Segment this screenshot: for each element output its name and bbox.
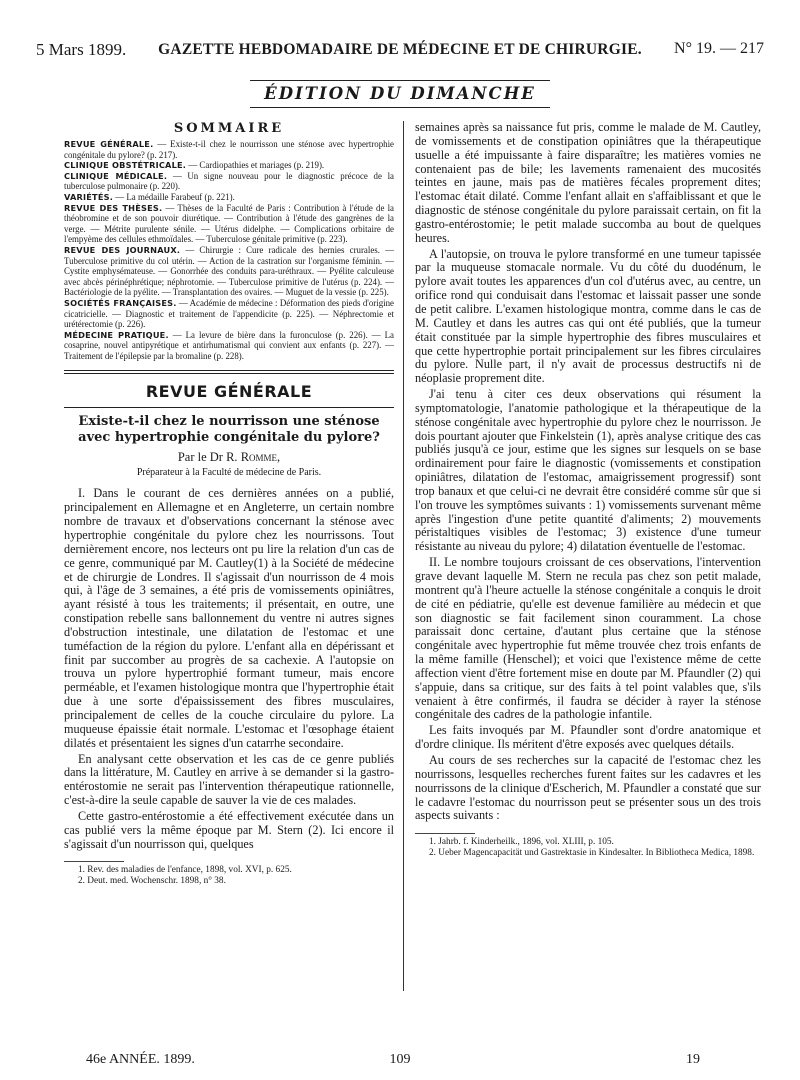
section-divider [64, 407, 394, 408]
paragraph: II. Le nombre toujours croissant de ces observations, l'intervention grave devant laquelle M. Stern ne recula pas chez son petit malade, montrent qu'à l'heure actuelle la sténose congénitale a conquis le droit de cité en pédiatrie, qu'elle est devenue familière au médecin et que son diagnostic se fait facilement sinon couramment. La chose paraissait donc certaine, d'autant plus certaine que la sténose congénitale avec hypertrophie fut même trouvée chez trois enfants de la même famille (Henschel); et voici que l'existence même de cette affection vient d'être fortement mise en doute par M. Pfaundler (2) qui s'appuie, dans sa critique, sur des faits à tel point valables que, s'ils venaient à être confirmés, il faudra se décider à rayer la sténose congénitale des cadres de la pathologie infantile. [415, 555, 761, 722]
paragraph: Les faits invoqués par M. Pfaundler sont d'ordre anatomique et d'ordre clinique. Ils méritent d'être exposés avec quelques détails. [415, 723, 761, 752]
sommaire-entry [64, 203, 394, 245]
left-column [64, 121, 394, 887]
sommaire-entry [64, 330, 394, 362]
footnote: 1. Jahrb. f. Kinderheilk., 1896, vol. XLIII, p. 105. [429, 837, 614, 848]
byline-author: Romme, [240, 450, 281, 465]
page-number: N° 19. — 217 [674, 40, 764, 57]
section-divider [64, 373, 394, 374]
sommaire-heading: SOCIÉTÉS FRANÇAISES. [64, 297, 177, 308]
sommaire-text: — Un signe nouveau pour le diagnostic précoce de la tuberculose pulmonaire (p. 220). [64, 170, 395, 192]
sommaire-entry [64, 139, 394, 160]
byline-prefix: Par le Dr R. [177, 450, 241, 465]
section-title: REVUE GÉNÉRALE [145, 382, 313, 402]
article-title: Existe-t-il chez le nourrisson une sténose avec hypertrophie congénitale du pylore? [78, 414, 380, 446]
sommaire-text: — Chirurgie : Cure radicale des hernies crurales. — Tuberculose primitive du col utérin. — Action de la castration sur l'organisme féminin. — Cystite emphysémateuse. — Gonorrhée des conduits para-uréthraux. — Pyélite calculeuse avec abcès périnéphrétique; néphrotomie. — Tuberculose primitive de l'utérus (p. 224). — Bactériologie de la pyélite. — Transplantation des ovaires. — Muguet de la vessie (p. 225). [64, 244, 394, 298]
sommaire-entry [64, 192, 394, 203]
sommaire-entry [64, 298, 394, 330]
section-divider [64, 370, 394, 371]
right-column [415, 121, 761, 859]
issue-date: 5 Mars 1899. [36, 40, 127, 59]
sommaire-text: — Existe-t-il chez le nourrisson une sténose avec hypertrophie congénitale du pylore? (p. 217). [64, 139, 394, 160]
paragraph: A l'autopsie, on trouva le pylore transformé en une tumeur tapissée par la muqueuse stomacale normale. Vu du côté du duodénum, le pylore avait toutes les apparences d'un col d'utérus avec, au centre, un orifice rond qui conduisait dans l'estomac et laissait passer une sonde de petit calibre. L'examen histologique montra, comme dans le cas de M. Cautley et dans les autres cas qui ont été publiés, que la tumeur était constituée par la simple hypertrophie des fibres musculaires et que cette hypertrophie portait principalement sur les fibres circulaires du pylore. Nulle part, il n'y avait de processus destructifs ni de néoplasie proprement dite. [415, 246, 761, 386]
footnote: 1. Rev. des maladies de l'enfance, 1898, vol. XVI, p. 625. [78, 865, 292, 876]
sommaire-title: SOMMAIRE [173, 121, 285, 136]
column-divider [403, 121, 404, 991]
sommaire-heading: REVUE GÉNÉRALE. [64, 139, 154, 149]
sommaire-entry [64, 245, 394, 298]
paragraph: I. Dans le courant de ces dernières années on a publié, principalement en Allemagne et en Angleterre, un certain nombre nombre de travaux et d'observations concernant la sténose avec hypertrophie congénitale du pylore chez les nourrissons. Tout dernièrement encore, nos lecteurs ont pu lire la relation d'un cas de ce genre, communiqué par M. Cautley(1) à la Société de médecine et de chirurgie de Londres. Il s'agissait d'un nourrisson de 4 mois qui, à l'âge de 3 semaines, a été pris de vomissements opiniâtres, ayant résisté à tous les traitements; il présentait, en outre, une constipation rebelle sans ballonnement du ventre ni autres signes d'obstruction intestinale, une dilatation de l'estomac et une tuméfaction de la région du pylore. L'enfant alla en dépérissant et finit par succomber au progrès de sa cachexie. A l'autopsie on trouva un pylore hypertrophié formant tumeur, mais encore perméable, et l'examen histologique montra que l'hypertrophie était due à une sorte d'épaississement des fibres musculaires, principalement de celles de la couche circulaire du pylore. La muqueuse épaissie était normale. L'estomac et l'œsophage étaient dilatés et présentaient les signes d'un catarrhe secondaire. [64, 486, 394, 750]
sommaire-entry [64, 171, 394, 192]
running-header [36, 40, 764, 64]
sommaire-text: — La levure de bière dans la furonculose (p. 226). — La cosaprine, nouvel antipyrétique et antirhumatismal qui convient aux enfants (p. 227). — Traitement de l'épilepsie par la bromaline (p. 228). [64, 329, 394, 361]
footnote: 2. Deut. med. Wochenschr. 1898, n° 38. [78, 876, 226, 887]
footnote-divider [415, 833, 475, 834]
sommaire-heading: CLINIQUE MÉDICALE. [64, 170, 168, 181]
sommaire-text: — La médaille Farabeuf (p. 221). [113, 191, 235, 202]
folio-number: 109 [389, 1052, 411, 1067]
sommaire-heading: REVUE DES THÈSES. [64, 202, 163, 213]
paragraph: semaines après sa naissance fut pris, comme le malade de M. Cautley, de vomissements et de constipation opiniâtres que la thérapeutique usuelle a été impuissante à faire disparaître; les matières vomies ne contenaient pas de bile; les lavements ramenaient des mucosités teintes en jaune, mais pas de matières fécales proprement dites; l'estomac était dilaté. Comme l'enfant allait en s'affaiblissant et que le diagnostic de sténose congénitale du pylore paraissait certain, on fit la gastro-entérostomie; le petit malade succomba au bout de quelques heures. [415, 120, 761, 245]
sommaire-text: — Académie de médecine : Déformation des pieds d'origine cicatricielle. — Diagnostic et traitement de l'appendicite (p. 225). — Néphrectomie et urétérectomie (p. 226). [64, 297, 394, 330]
sheet-number: 19 [686, 1052, 700, 1067]
sommaire-heading: MÉDECINE PRATIQUE. [64, 329, 169, 340]
sommaire-heading: VARIÉTÉS. [64, 191, 114, 202]
footnote-divider [64, 861, 124, 862]
sommaire-heading: CLINIQUE OBSTÉTRICALE. [64, 160, 187, 171]
paragraph: Au cours de ses recherches sur la capacité de l'estomac chez les nourrissons, lesquelles recherches furent faites sur les cadavres et les nourrissons de la clinique d'Escherich, M. Pfaundler a constaté que sur le cadavre l'estomac du nourrisson peut se présenter sous un des trois aspects suivants : [415, 752, 761, 823]
paragraph: J'ai tenu à citer ces deux observations qui résument la symptomatologie, l'anatomie pathologique et la thérapeutique de la sténose congénitale avec hypertrophie du pylore chez le nourrisson. Je dois pourtant ajouter que Finkelstein (1), après analyse critique des cas publiés jusqu'à ce jour, estime que les signes sur lesquels on se base ordinairement pour faire le diagnostic (vomissements et constipation opiniâtres, dilatation de l'estomac, amaigrissement progressif) sont trop banaux et que celui-ci ne devrait être considéré comme sûr que si l'on trouve les symptômes suivants : 1) vomissements survenant même après l'ingestion d'une petite quantité d'aliments; 2) mouvements péristaltiques visibles de l'estomac; 3) existence d'une tumeur résistante au niveau du pylore; 4) dilatation éventuelle de l'estomac. [415, 387, 761, 554]
journal-title: GAZETTE HEBDOMADAIRE DE MÉDECINE ET DE CHIRURGIE. [158, 41, 642, 58]
sommaire-text: — Thèses de la Faculté de Paris : Contribution à l'étude de la théobromine et de son pouvoir diurétique. — Contribution à l'étude des gangrènes de la verge. — Métrite purulente sénile. — Utérus didelphe. — Complications orbitaire de l'empyème des cellules ethmoïdales. — Tuberculose génitale primitive (p. 223). [64, 202, 394, 245]
sommaire-entry [64, 160, 394, 171]
sommaire-heading: REVUE DES JOURNAUX. [64, 244, 181, 255]
volume-year: 46e ANNÉE. 1899. [86, 1052, 195, 1067]
article-byline [64, 450, 394, 465]
sommaire-text: — Cardiopathies et mariages (p. 219). [186, 160, 325, 171]
author-affiliation: Préparateur à la Faculté de médecine de Paris. [136, 467, 322, 479]
edition-banner: ÉDITION DU DIMANCHE [250, 80, 550, 108]
paragraph: Cette gastro-entérostomie a été effectivement exécutée dans un cas publié vers la même époque par M. Stern (2). Ici encore il s'agissait d'un nourrisson qui, quelques [64, 808, 394, 851]
footnote: 2. Ueber Magencapacität und Gastrektasie in Kindesalter. In Bibliotheca Medica, 1898. [429, 848, 755, 859]
page-footer [36, 1052, 764, 1072]
sommaire-list [64, 139, 394, 361]
paragraph: En analysant cette observation et les cas de ce genre publiés dans la littérature, M. Cautley en arrive à se demander si la gastro-entérostomie ne serait pas l'intervention thérapeutique rationnelle, c'est-à-dire la seule capable de sauver la vie de ces malades. [64, 751, 394, 808]
